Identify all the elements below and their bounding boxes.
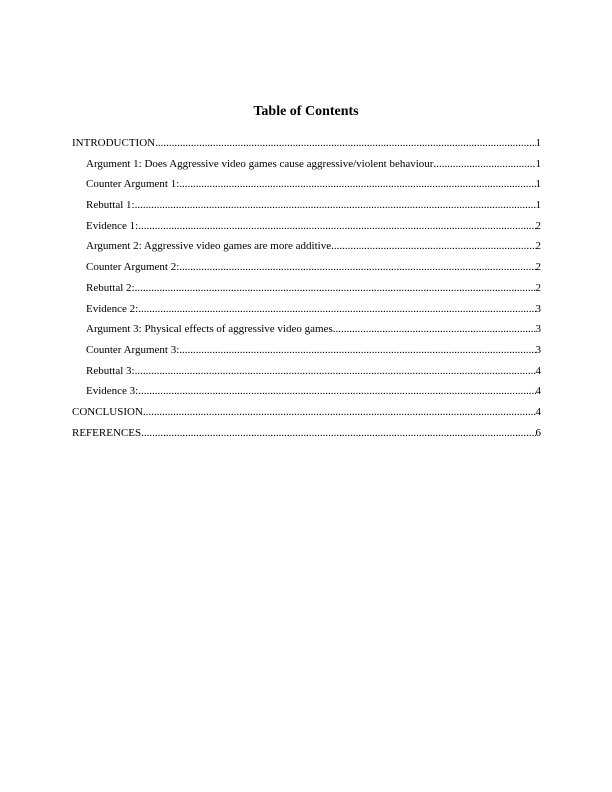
toc-entry-label: INTRODUCTION xyxy=(72,137,156,149)
toc-entry-rebuttal-3[interactable] xyxy=(72,361,541,382)
toc-entry-page: 4 xyxy=(535,385,541,398)
dot-leader xyxy=(333,319,536,340)
toc-entry-evidence-1[interactable] xyxy=(72,216,541,237)
toc-entry-label: Evidence 1: xyxy=(86,219,139,232)
toc-entry-page: 3 xyxy=(535,323,541,336)
dot-leader xyxy=(138,216,535,237)
toc-entry-label: Counter Argument 1: xyxy=(86,178,180,191)
toc-list xyxy=(72,133,541,443)
toc-entry-label: Evidence 3: xyxy=(86,385,139,398)
toc-entry-evidence-2[interactable] xyxy=(72,299,541,320)
dot-leader xyxy=(433,154,535,175)
dot-leader xyxy=(135,278,536,299)
toc-entry-label: Argument 2: Aggressive video games are more additive xyxy=(86,240,332,253)
toc-entry-label: Counter Argument 3: xyxy=(86,343,180,356)
toc-entry-counter-argument-1[interactable] xyxy=(72,174,541,195)
dot-leader xyxy=(141,423,535,444)
dot-leader xyxy=(143,402,536,423)
dot-leader xyxy=(135,195,536,216)
toc-entry-rebuttal-1[interactable] xyxy=(72,195,541,216)
toc-entry-page: 1 xyxy=(535,157,541,170)
dot-leader xyxy=(331,236,535,257)
toc-entry-page: 3 xyxy=(535,343,541,356)
toc-entry-label: Rebuttal 3: xyxy=(86,364,135,377)
dot-leader xyxy=(179,340,535,361)
dot-leader xyxy=(179,257,535,278)
toc-entry-argument-3[interactable] xyxy=(72,319,541,340)
toc-entry-page: 4 xyxy=(535,405,541,418)
dot-leader xyxy=(135,361,536,382)
toc-entry-references[interactable] xyxy=(72,423,541,444)
dot-leader xyxy=(138,299,535,320)
toc-entry-rebuttal-2[interactable] xyxy=(72,278,541,299)
toc-entry-page: 1 xyxy=(535,178,541,191)
toc-entry-label: Rebuttal 2: xyxy=(86,281,135,294)
toc-entry-page: 1 xyxy=(535,137,541,149)
toc-entry-evidence-3[interactable] xyxy=(72,381,541,402)
toc-entry-page: 1 xyxy=(535,199,541,212)
toc-title: Table of Contents xyxy=(253,104,359,119)
toc-entry-argument-2[interactable] xyxy=(72,236,541,257)
toc-entry-label: REFERENCES xyxy=(72,426,142,439)
dot-leader xyxy=(138,381,535,402)
toc-entry-counter-argument-3[interactable] xyxy=(72,340,541,361)
toc-entry-label: Argument 3: Physical effects of aggressive video games xyxy=(86,323,333,336)
toc-entry-argument-1[interactable] xyxy=(72,154,541,175)
toc-entry-label: CONCLUSION xyxy=(72,405,143,418)
toc-entry-label: Evidence 2: xyxy=(86,302,139,315)
dot-leader xyxy=(179,174,535,195)
toc-entry-page: 2 xyxy=(535,240,541,253)
toc-entry-page: 6 xyxy=(535,426,541,439)
toc-entry-page: 3 xyxy=(535,302,541,315)
toc-entry-page: 4 xyxy=(535,364,541,377)
toc-entry-page: 2 xyxy=(535,261,541,274)
toc-entry-page: 2 xyxy=(535,281,541,294)
toc-entry-label: Argument 1: Does Aggressive video games cause aggressive/violent behaviour xyxy=(86,157,434,170)
toc-entry-conclusion[interactable] xyxy=(72,402,541,423)
toc-entry-label: Rebuttal 1: xyxy=(86,199,135,212)
dot-leader xyxy=(155,133,535,154)
toc-entry-label: Counter Argument 2: xyxy=(86,261,180,274)
toc-entry-counter-argument-2[interactable] xyxy=(72,257,541,278)
toc-entry-introduction[interactable] xyxy=(72,133,541,154)
toc-entry-page: 2 xyxy=(535,219,541,232)
